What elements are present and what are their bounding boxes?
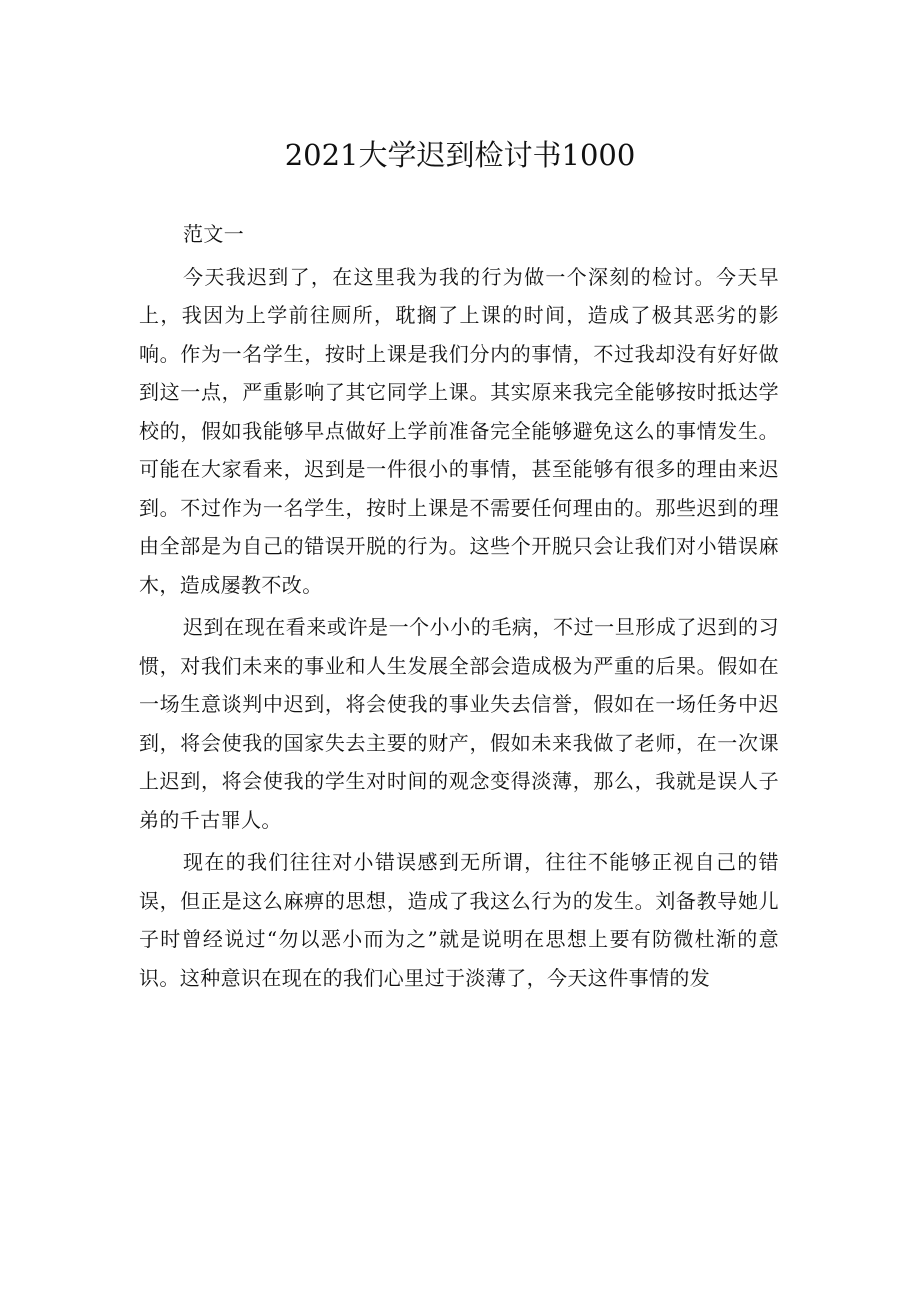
section-label: 范文一 xyxy=(183,222,245,246)
document-body xyxy=(139,215,779,1001)
paragraph-1: 今天我迟到了，在这里我为我的行为做一个深刻的检讨。今天早上，我因为上学前往厕所，耽搁了上课的时间，造成了极其恶劣的影响。作为一名学生，按时上课是我们分内的事情，不过我却没有好好做到这一点，严重影响了其它同学上课。其实原来我完全能够按时抵达学校的，假如我能够早点做好上学前准备完全能够避免这么的事情发生。可能在大家看来，迟到是一件很小的事情，甚至能够有很多的理由来迟到。不过作为一名学生，按时上课是不需要任何理由的。那些迟到的理由全部是为自己的错误开脱的行为。这些个开脱只会让我们对小错误麻木，造成屡教不改。 xyxy=(139,264,779,597)
paragraph-3: 现在的我们往往对小错误感到无所谓，往往不能够正视自己的错误，但正是这么麻痹的思想，造成了我这么行为的发生。刘备教导她儿子时曾经说过“勿以恶小而为之”就是说明在思想上要有防微杜渐的意识。这种意识在现在的我们心里过于淡薄了，今天这件事情的发 xyxy=(139,850,779,990)
document-title: 2021大学迟到检讨书1000 xyxy=(284,138,636,173)
paragraph-2: 迟到在现在看来或许是一个小小的毛病，不过一旦形成了迟到的习惯，对我们未来的事业和人生发展全部会造成极为严重的后果。假如在一场生意谈判中迟到，将会使我的事业失去信誉，假如在一场任务中迟到，将会使我的国家失去主要的财产，假如未来我做了老师，在一次课上迟到，将会使我的学生对时间的观念变得淡薄，那么，我就是误人子弟的千古罪人。 xyxy=(139,615,779,832)
